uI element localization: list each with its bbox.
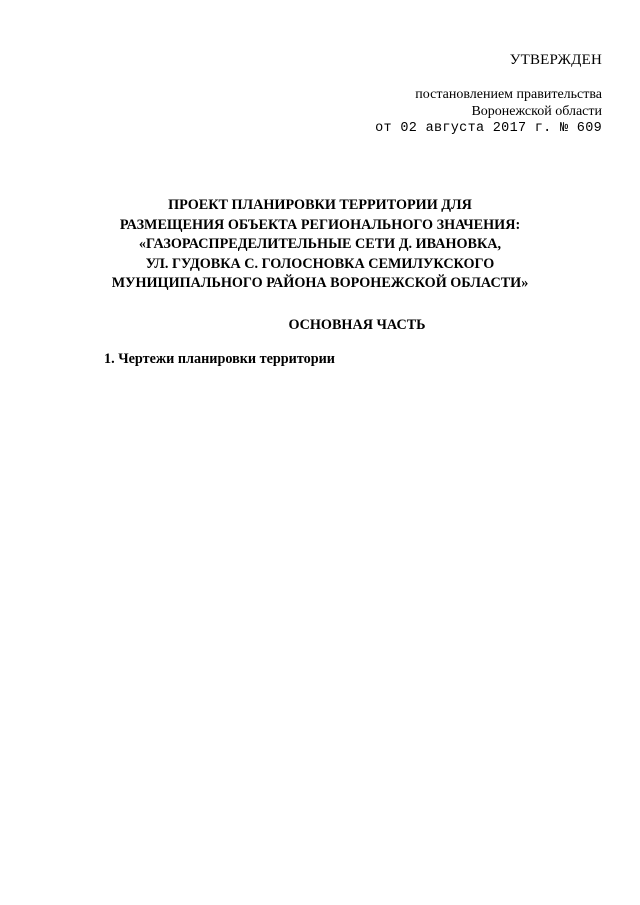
title-line: МУНИЦИПАЛЬНОГО РАЙОНА ВОРОНЕЖСКОЙ ОБЛАСТИ»: [111, 275, 529, 291]
document-title: [70, 196, 570, 294]
section-heading: ОСНОВНАЯ ЧАСТЬ: [288, 317, 426, 333]
approved-label: УТВЕРЖДЕН: [509, 52, 602, 68]
title-line: УЛ. ГУДОВКА С. ГОЛОСНОВКА СЕМИЛУКСКОГО: [145, 255, 495, 272]
approval-region-line: Воронежской области: [471, 104, 602, 119]
title-line: «ГАЗОРАСПРЕДЕЛИТЕЛЬНЫЕ СЕТИ Д. ИВАНОВКА,: [138, 236, 502, 252]
list-item: 1. Чертежи планировки территории: [104, 351, 335, 367]
approval-resolution-line: постановлением правительства: [415, 87, 602, 102]
title-line: ПРОЕКТ ПЛАНИРОВКИ ТЕРРИТОРИИ ДЛЯ: [168, 197, 472, 213]
title-line: РАЗМЕЩЕНИЯ ОБЪЕКТА РЕГИОНАЛЬНОГО ЗНАЧЕНИЯ:: [119, 216, 521, 233]
approval-date-line: от 02 августа 2017 г. № 609: [375, 121, 602, 136]
approval-block: [375, 52, 602, 137]
